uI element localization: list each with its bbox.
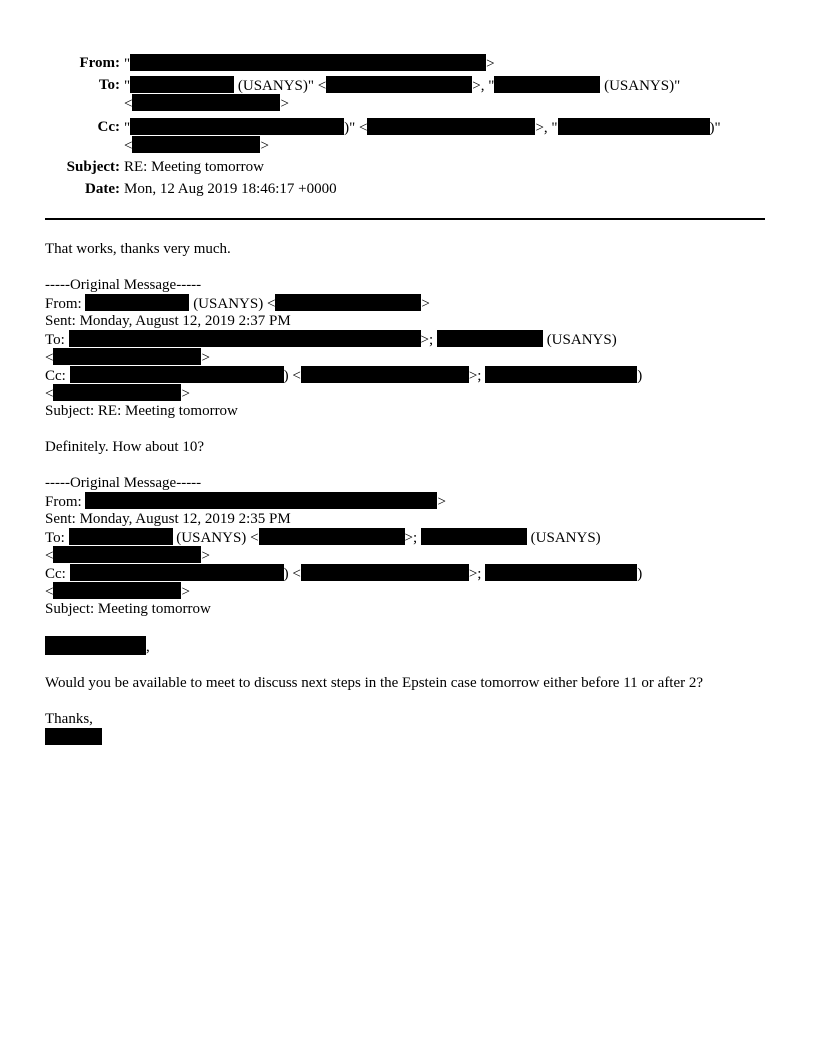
quoted-body-text: Would you be available to meet to discuss next steps in the Epstein case tomorrow either before 11 or after 2? [45,675,704,691]
redaction [70,564,284,581]
quoted-cc-continued: < > [45,584,190,600]
redaction [132,94,280,111]
quoted-sent-line: Sent: Monday, August 12, 2019 2:35 PM [45,511,291,527]
quoted-to-continued: < > [45,548,210,564]
original-message-marker: -----Original Message----- [45,475,202,491]
redaction [259,528,405,545]
quoted-sent-line: Sent: Monday, August 12, 2019 2:37 PM [45,313,291,329]
redaction [85,492,437,509]
email-header [0,54,816,198]
redaction [53,546,201,563]
redaction [485,366,637,383]
redaction [485,564,637,581]
redaction [69,330,421,347]
redaction [367,118,535,135]
redaction [70,366,284,383]
quoted-body-text: Definitely. How about 10? [45,439,204,455]
redaction [326,76,472,93]
quoted-from-line: From: (USANYS) < > [45,296,430,312]
quoted-from-line: From: > [45,494,446,510]
header-from-row: From: " > [79,55,495,72]
redaction [53,582,181,599]
header-cc-continued: < > [124,138,269,154]
header-to-row: To: " (USANYS)" < >, " (USANYS)" [98,77,681,94]
quoted-subject-line: Subject: Meeting tomorrow [45,601,211,617]
salutation-line: , [45,636,775,656]
header-to-continued: < > [124,96,289,112]
quoted-to-continued: < > [45,350,210,366]
reply-text: That works, thanks very much. [45,241,231,257]
subject-value: RE: Meeting tomorrow [124,159,264,175]
redaction [437,330,543,347]
redaction [69,528,173,545]
redaction [132,136,260,153]
header-subject-row [0,158,816,176]
redaction [494,76,600,93]
signature-line [45,728,775,746]
redaction [130,76,234,93]
redaction [421,528,527,545]
redaction [301,366,469,383]
date-value: Mon, 12 Aug 2019 18:46:17 +0000 [124,181,337,197]
redaction [85,294,189,311]
to-label: To: [98,77,120,93]
redaction [45,728,102,745]
email-body [45,240,775,746]
from-label: From: [79,55,120,71]
redaction [53,348,201,365]
cc-label: Cc: [97,119,120,135]
closing-text: Thanks, [45,711,93,727]
redaction [558,118,710,135]
redaction [45,636,146,655]
redaction [130,118,344,135]
quoted-to-line: To: >; (USANYS) [45,332,617,348]
original-message-marker: -----Original Message----- [45,277,202,293]
date-label: Date: [85,181,120,197]
header-date-row [0,180,816,198]
redaction [301,564,469,581]
quoted-subject-line: Subject: RE: Meeting tomorrow [45,403,238,419]
header-cc-row: Cc: " )" < >, " )" [97,119,721,136]
redaction [53,384,181,401]
quoted-cc-line: Cc: ) < >; ) [45,368,643,384]
redaction [275,294,421,311]
header-divider [45,218,765,220]
quoted-cc-line: Cc: ) < >; ) [45,566,643,582]
quoted-to-line: To: (USANYS) < >; (USANYS) [45,530,601,546]
subject-label: Subject: [66,159,120,175]
quoted-cc-continued: < > [45,386,190,402]
redaction [130,54,486,71]
